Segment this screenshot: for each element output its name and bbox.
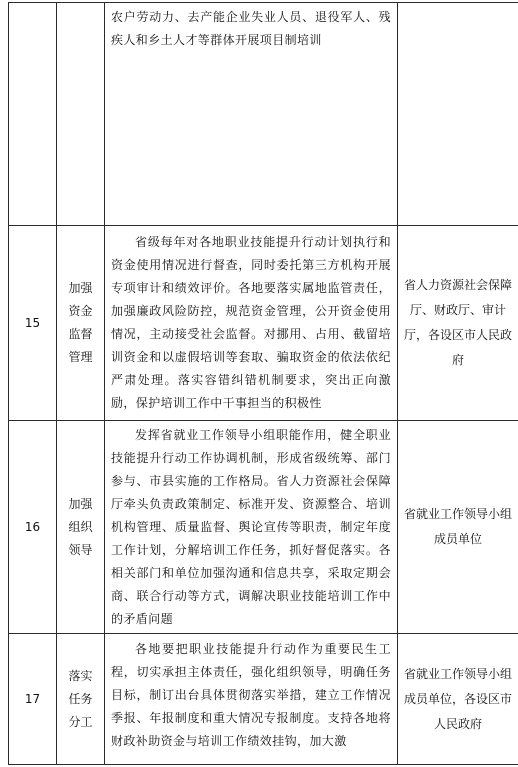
row-content: 发挥省就业工作领导小组职能作用，健全职业技能提升行动工作协调机制，形成省级统筹、部门参与、市县实施的工作格局。省人力资源社会保障厅牵头负责政策制定、标准开发、资源整合、培训机构管理、质量监督、舆论宣传等职责，制定年度工作计划，分解培训工作任务，抓好督促落实。各相关部门和单位加强沟通和信息共享，采取定期会商、联合行动等方式，调解决职业技能培训工作中的矛盾问题	[111, 427, 391, 626]
table-row	[9, 3, 518, 226]
row-department-cell	[398, 421, 518, 634]
row-department-cell	[398, 634, 518, 765]
policy-task-table	[8, 2, 518, 765]
row-title-cell	[57, 226, 105, 421]
row-department: 省人力资源社会保障厅、财政厅、审计厅，各设区市人民政府	[404, 278, 513, 367]
row-title: 加强组织领导	[68, 496, 93, 557]
row-title-cell	[57, 634, 105, 765]
table-row	[9, 226, 518, 421]
row-department-cell	[398, 3, 518, 226]
row-number-cell	[9, 3, 57, 226]
row-department: 省就业工作领导小组成员单位	[404, 507, 513, 546]
row-department-cell	[398, 226, 518, 421]
row-title: 落实任务分工	[68, 668, 93, 729]
row-content-cell	[105, 3, 398, 226]
table-row	[9, 634, 518, 765]
row-number-cell	[9, 634, 57, 765]
row-content: 农户劳动力、去产能企业失业人员、退役军人、残疾人和乡土人才等群体开展项目制培训	[111, 10, 391, 47]
row-content-cell	[105, 634, 398, 765]
row-number: 17	[24, 691, 41, 706]
row-number: 15	[24, 315, 41, 330]
row-number-cell	[9, 421, 57, 634]
row-title: 加强资金监督管理	[68, 281, 93, 364]
row-content: 省级每年对各地职业技能提升行动计划执行和资金使用情况进行督查，同时委托第三方机构开展专项审计和绩效评价。各地要落实属地监管责任，加强廉政风险防控，规范资金管理，公开资金使用情况，主动接受社会监督。对挪用、占用、截留培训资金和以虚假培训等套取、骗取资金的依法依纪严肃处理。落实容错纠错机制要求，突出正向激励，保护培训工作中干事担当的积极性	[111, 235, 391, 410]
row-title-cell	[57, 421, 105, 634]
table-row	[9, 421, 518, 634]
row-content-cell	[105, 226, 398, 421]
row-content: 各地要把职业技能提升行动作为重要民生工程，切实承担主体责任，强化组织领导，明确任务目标，制订出台具体贯彻落实举措，建立工作情况季报、年报制度和重大情况专报制度。支持各地将财政补助资金与培训工作绩效挂钩，加大激	[111, 642, 391, 748]
row-number-cell	[9, 226, 57, 421]
row-number: 16	[24, 519, 41, 534]
row-department: 省就业工作领导小组成员单位，各设区市人民政府	[404, 666, 513, 731]
row-title-cell	[57, 3, 105, 226]
row-content-cell	[105, 421, 398, 634]
